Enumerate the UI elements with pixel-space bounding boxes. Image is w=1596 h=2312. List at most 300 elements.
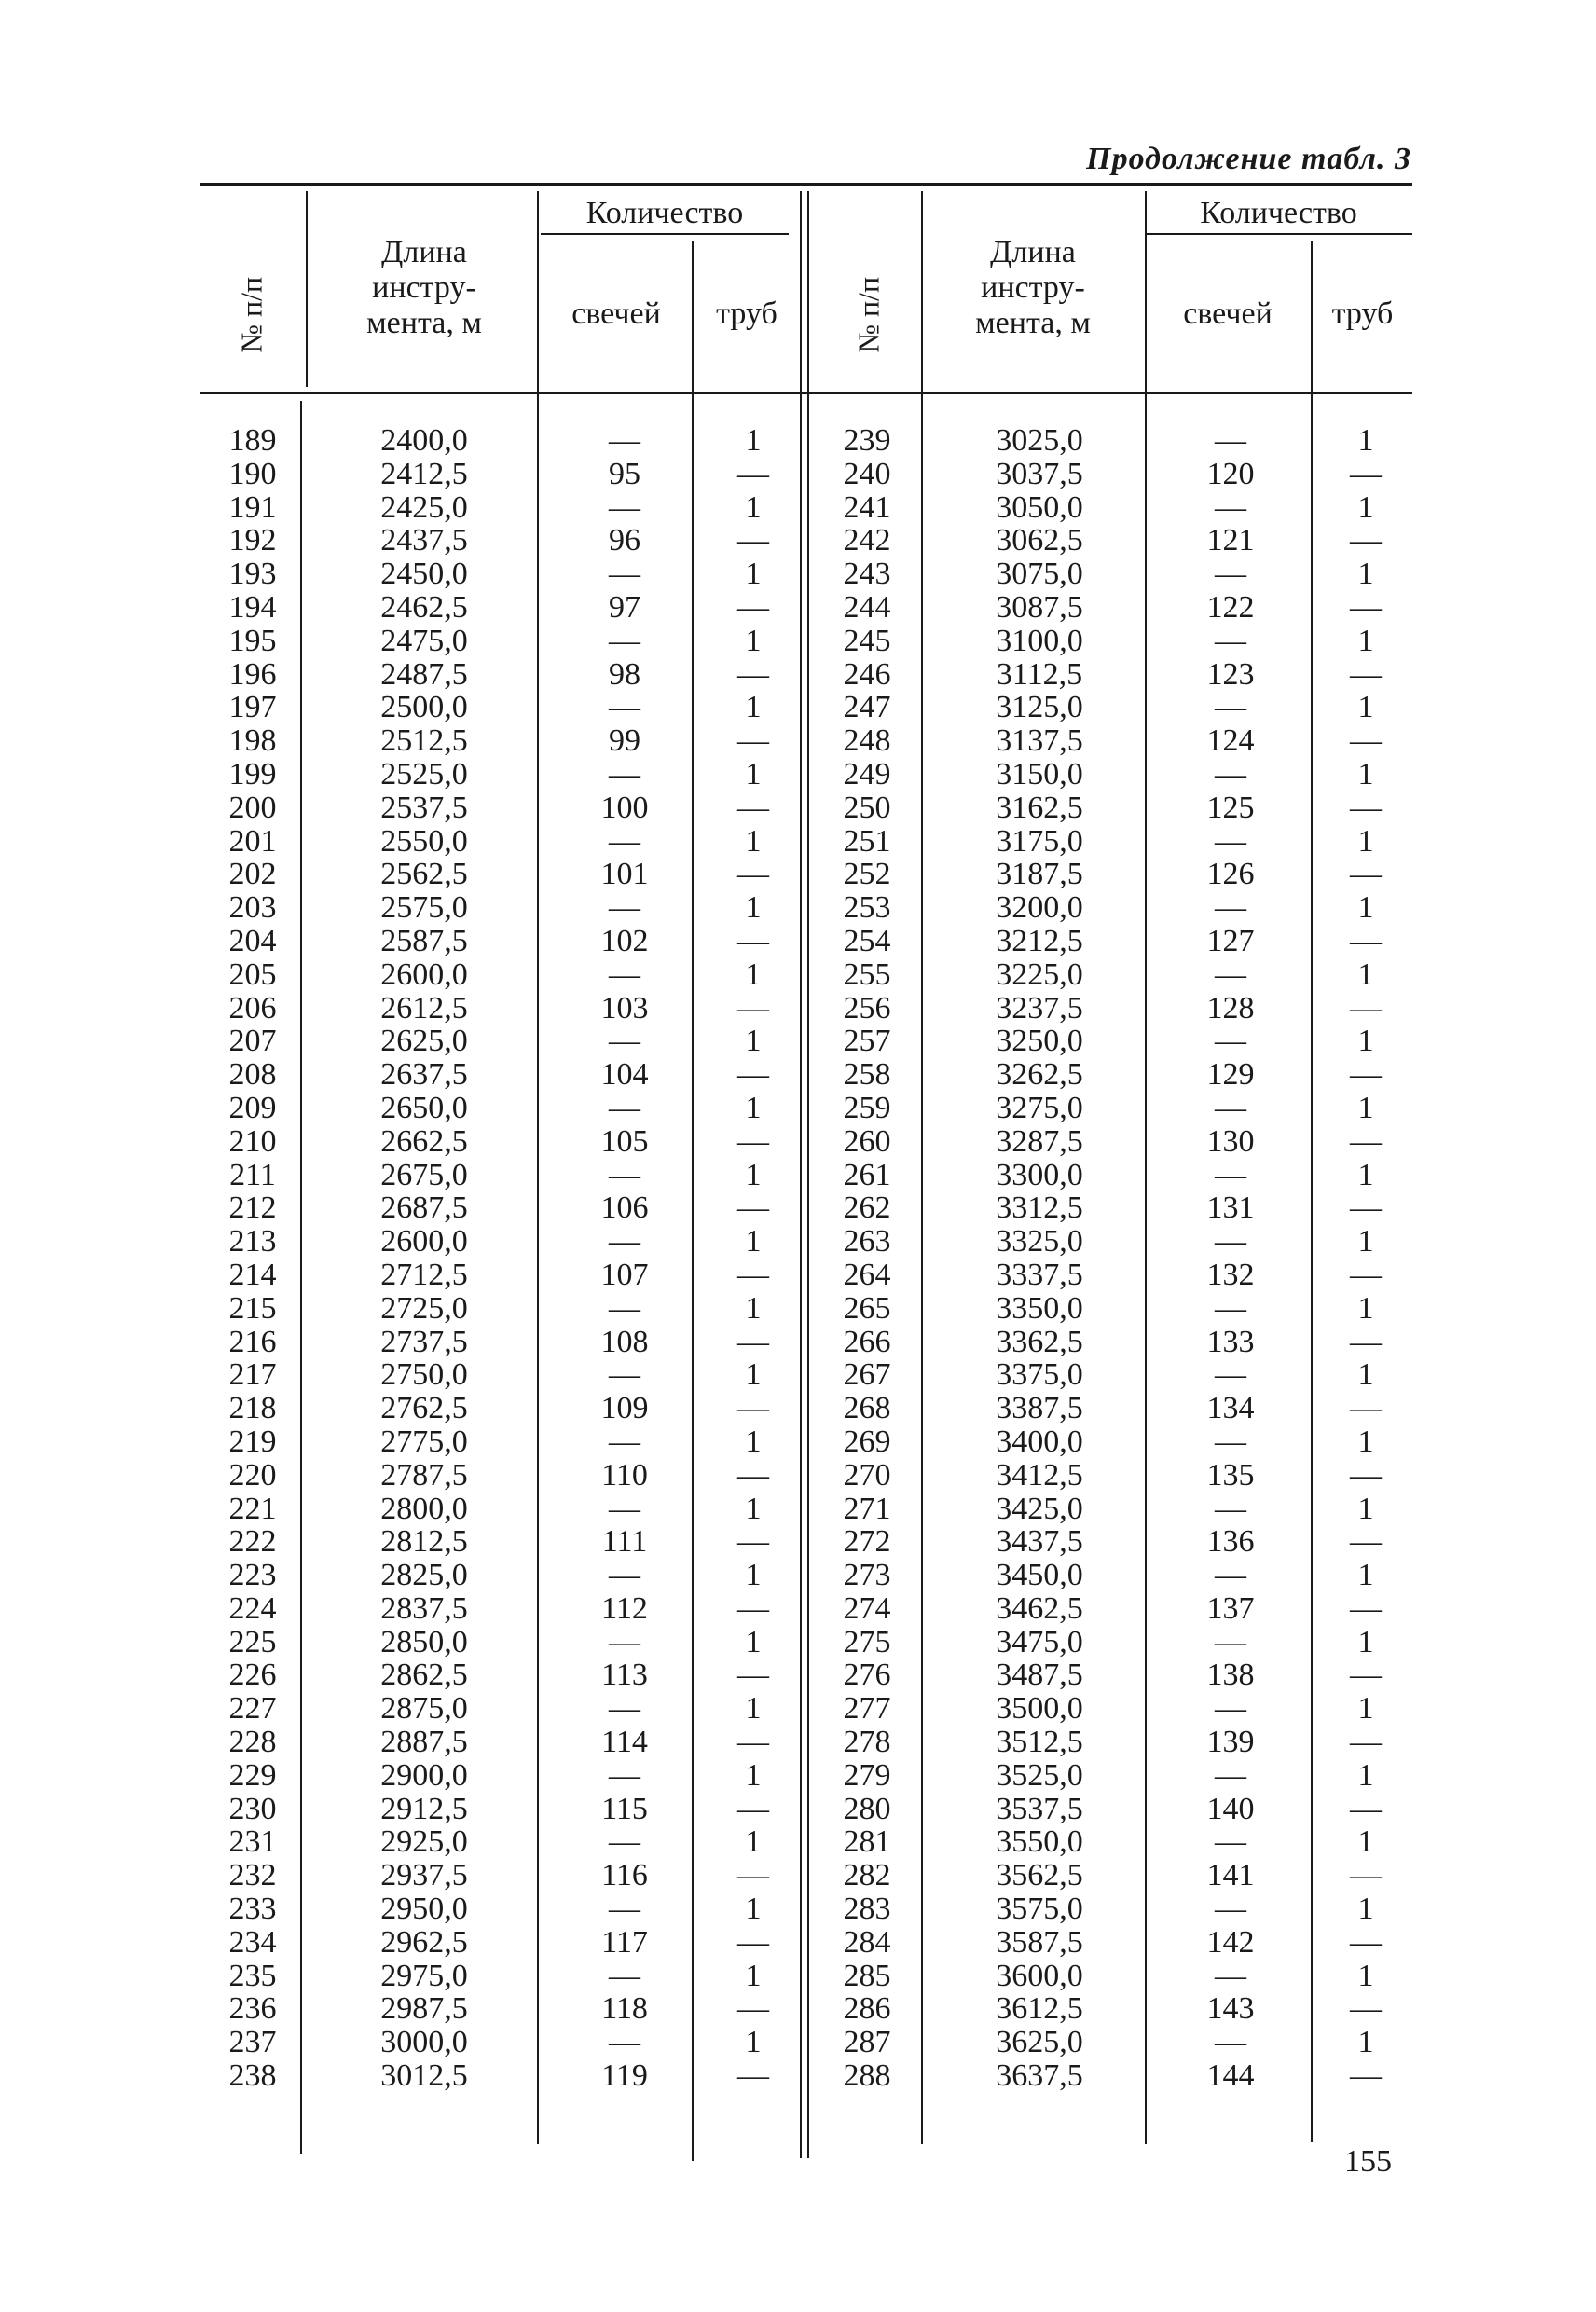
table-cell: 98 [609,656,640,692]
table-cell: — [609,1491,640,1526]
left-pipes-column [707,424,800,2093]
table-cell: 232 [228,1858,277,1893]
table-cell: 141 [1206,1858,1255,1893]
table-cell: 128 [1206,990,1255,1025]
table-cell: 3250,0 [996,1024,1083,1059]
table-cell: — [1350,523,1382,558]
table-cell: — [1215,1357,1246,1393]
table-cell: 3212,5 [996,923,1083,958]
table-cell: 1 [1357,1290,1374,1326]
table-cell: 2975,0 [380,1958,468,1993]
table-cell: 3375,0 [996,1357,1083,1393]
table-cell: 103 [600,990,649,1025]
table-cell: 3512,5 [996,1725,1083,1760]
table-cell: — [1215,756,1246,791]
table-cell: 270 [843,1457,891,1493]
table-cell: 216 [228,1324,277,1359]
table-cell: 218 [228,1391,277,1426]
table-cell: 280 [843,1791,891,1826]
table-cell: 3162,5 [996,790,1083,825]
table-cell: 263 [843,1224,891,1259]
table-cell: 1 [1357,1357,1374,1393]
table-cell: 242 [843,523,891,558]
table-cell: 3612,5 [996,1991,1083,2027]
table-cell: — [1350,1190,1382,1226]
table-cell: 97 [609,589,640,625]
table-cell: 2462,5 [380,589,468,625]
table-cell: 202 [228,857,277,892]
table-cell: — [1350,1324,1382,1359]
table-cell: — [1350,1658,1382,1693]
vline-1 [306,191,308,387]
table-cell: 3487,5 [996,1658,1083,1693]
table-cell: 124 [1206,723,1255,759]
right-stands-column [1165,424,1296,2093]
table-cell: — [1215,423,1246,458]
table-cell: 3312,5 [996,1190,1083,1226]
table-cell: 112 [601,1590,648,1626]
table-cell: 2787,5 [380,1457,468,1493]
table-cell: — [609,1757,640,1793]
table-cell: 1 [745,1024,762,1059]
table-cell: 101 [600,857,649,892]
table-cell: 3550,0 [996,1824,1083,1860]
table-cell: 1 [745,423,762,458]
table-cell: 2900,0 [380,1757,468,1793]
right-num-column [820,424,914,2093]
table-cell: 1 [745,489,762,525]
table-cell: 2750,0 [380,1357,468,1393]
table-cell: 135 [1206,1457,1255,1493]
top-rule [200,183,1412,186]
num-header-right: № п/п [851,276,886,353]
table-cell: 2800,0 [380,1491,468,1526]
table-cell: 138 [1206,1658,1255,1693]
table-cell: — [737,656,769,692]
table-cell: 212 [228,1190,277,1226]
table-cell: 2725,0 [380,1290,468,1326]
table-cell: 2687,5 [380,1190,468,1226]
table-cell: 2500,0 [380,690,468,725]
table-cell: 238 [228,2058,277,2094]
table-cell: 1 [745,1757,762,1793]
table-cell: 193 [228,557,277,592]
table-cell: 2437,5 [380,523,468,558]
table-cell: 3237,5 [996,990,1083,1025]
table-cell: 2600,0 [380,1224,468,1259]
table-cell: — [1215,1892,1246,1927]
table-cell: 1 [1357,756,1374,791]
vline-double-a [800,191,802,2158]
left-length-column [326,424,522,2093]
table-cell: 227 [228,1691,277,1727]
table-cell: 116 [601,1858,648,1893]
table-cell: — [737,723,769,759]
table-cell: 2487,5 [380,656,468,692]
table-cell: 1 [745,1691,762,1727]
table-cell: 249 [843,756,891,791]
table-cell: — [1215,1090,1246,1125]
table-cell: — [609,1558,640,1593]
table-cell: — [1350,723,1382,759]
table-cell: — [609,1157,640,1192]
table-cell: — [1215,1224,1246,1259]
table-cell: 2737,5 [380,1324,468,1359]
table-cell: 1 [1357,1424,1374,1459]
table-cell: — [737,1123,769,1159]
table-cell: 255 [843,956,891,992]
num-header-left: № п/п [234,276,268,353]
table-cell: 3600,0 [996,1958,1083,1993]
table-cell: 1 [745,2025,762,2060]
table-cell: 3400,0 [996,1424,1083,1459]
table-cell: 122 [1206,589,1255,625]
table-cell: 140 [1206,1791,1255,1826]
table-cell: 143 [1206,1991,1255,2027]
table-cell: 1 [745,1090,762,1125]
table-cell: 196 [228,656,277,692]
table-cell: — [1350,1991,1382,2027]
table-cell: 2650,0 [380,1090,468,1125]
table-cell: 1 [745,1558,762,1593]
table-cell: 3125,0 [996,690,1083,725]
table-cell: 1 [745,557,762,592]
table-cell: 225 [228,1624,277,1659]
table-cell: 1 [1357,956,1374,992]
table-cell: — [737,1590,769,1626]
table-cell: 191 [228,489,277,525]
table-cell: 265 [843,1290,891,1326]
table-cell: — [1350,1257,1382,1292]
table-cell: 2825,0 [380,1558,468,1593]
table-cell: — [1215,890,1246,926]
table-cell: 1 [745,690,762,725]
table-cell: — [609,690,640,725]
vline-7 [1311,241,1313,2142]
length-header-left: Длина инстру- мента, м [366,235,482,340]
table-cell: 1 [1357,1090,1374,1125]
table-cell: 131 [1206,1190,1255,1226]
table-cell: 2475,0 [380,623,468,658]
table-cell: 1 [1357,1157,1374,1192]
table-cell: 2675,0 [380,1157,468,1192]
table-cell: — [609,1024,640,1059]
quantity-header-left: Количество [585,196,744,230]
table-cell: — [737,923,769,958]
table-cell: 113 [601,1658,648,1693]
table-cell: 274 [843,1590,891,1626]
table-cell: 219 [228,1424,277,1459]
table-cell: 220 [228,1457,277,1493]
table-cell: 3362,5 [996,1324,1083,1359]
quantity-header-right: Количество [1200,196,1357,230]
quantity-underline-left [541,233,789,235]
table-cell: 277 [843,1691,891,1727]
table-cell: 226 [228,1658,277,1693]
table-cell: — [737,1057,769,1093]
table-cell: 3450,0 [996,1558,1083,1593]
table-cell: 2875,0 [380,1691,468,1727]
pipes-header-left: труб [716,296,777,331]
left-stands-column [559,424,690,2093]
table-cell: — [737,1257,769,1292]
table-cell: — [1350,1590,1382,1626]
table-cell: 2450,0 [380,557,468,592]
table-cell: 125 [1206,790,1255,825]
table-cell: 1 [1357,489,1374,525]
table-cell: 3387,5 [996,1391,1083,1426]
table-cell: 139 [1206,1725,1255,1760]
table-cell: 3025,0 [996,423,1083,458]
table-cell: 288 [843,2058,891,2094]
right-length-column [942,424,1137,2093]
table-cell: 3225,0 [996,956,1083,992]
table-cell: 136 [1206,1524,1255,1560]
table-cell: — [609,756,640,791]
table-cell: 3587,5 [996,1924,1083,1960]
table-cell: 254 [843,923,891,958]
table-cell: 3062,5 [996,523,1083,558]
table-cell: 120 [1206,456,1255,491]
table-cell: 3037,5 [996,456,1083,491]
table-cell: — [737,990,769,1025]
table-cell: — [1350,990,1382,1025]
table-cell: — [737,1457,769,1493]
table-cell: — [1350,1924,1382,1960]
table-cell: — [609,1224,640,1259]
table-cell: 1 [1357,557,1374,592]
table-cell: 2925,0 [380,1824,468,1860]
pipes-header-right: труб [1331,296,1394,331]
table-cell: 2537,5 [380,790,468,825]
table-cell: 1 [1357,1958,1374,1993]
table-cell: 253 [843,890,891,926]
table-cell: — [1350,1725,1382,1760]
table-cell: — [609,956,640,992]
table-cell: 258 [843,1057,891,1093]
table-cell: 2987,5 [380,1991,468,2027]
table-cell: 211 [229,1157,276,1192]
table-cell: — [609,423,640,458]
header-bottom-rule [200,392,1412,394]
table-cell: 2562,5 [380,857,468,892]
table-cell: 285 [843,1958,891,1993]
table-cell: — [609,489,640,525]
table-cell: 114 [601,1725,648,1760]
table-cell: 127 [1206,923,1255,958]
table-cell: 2625,0 [380,1024,468,1059]
table-cell: 96 [609,523,640,558]
page-number: 155 [1344,2144,1392,2179]
table-cell: 99 [609,723,640,759]
table-cell: 247 [843,690,891,725]
table-cell: — [609,890,640,926]
table-cell: 3412,5 [996,1457,1083,1493]
table-cell: — [1215,1691,1246,1727]
length-header-right: Длина инстру- мента, м [975,235,1091,340]
table-cell: 235 [228,1958,277,1993]
table-cell: 2812,5 [380,1524,468,1560]
table-cell: — [1350,1457,1382,1493]
table-cell: 3175,0 [996,823,1083,859]
table-cell: 3300,0 [996,1157,1083,1192]
table-cell: 3462,5 [996,1590,1083,1626]
table-cell: 278 [843,1725,891,1760]
table-cell: — [609,1824,640,1860]
stands-header-left: свечей [571,296,661,331]
table-cell: — [737,1725,769,1760]
table-cell: 109 [600,1391,649,1426]
table-cell: 133 [1206,1324,1255,1359]
table-cell: 239 [843,423,891,458]
table-cell: 229 [228,1757,277,1793]
table-cell: — [1350,1858,1382,1893]
table-cell: 3275,0 [996,1090,1083,1125]
table-cell: 1 [1357,423,1374,458]
table-cell: 1 [745,1424,762,1459]
table-cell: 1 [1357,1757,1374,1793]
table-cell: 123 [1206,656,1255,692]
table-cell: 221 [228,1491,277,1526]
table-cell: — [1215,1290,1246,1326]
table-cell: 1 [1357,1824,1374,1860]
right-pipes-column [1324,424,1408,2093]
table-cell: 119 [601,2058,648,2094]
table-cell: 206 [228,990,277,1025]
table-cell: — [1350,1791,1382,1826]
table-cell: 189 [228,423,277,458]
table-cell: 222 [228,1524,277,1560]
table-cell: 2612,5 [380,990,468,1025]
table-cell: — [737,1658,769,1693]
table-cell: — [609,1290,640,1326]
table-cell: 234 [228,1924,277,1960]
table-cell: — [609,1691,640,1727]
table-cell: 3137,5 [996,723,1083,759]
vline-3 [692,241,694,2161]
table-cell: 106 [600,1190,649,1226]
table-cell: — [1350,589,1382,625]
table-cell: 2662,5 [380,1123,468,1159]
table-cell: — [737,456,769,491]
table-cell: — [1350,857,1382,892]
table-cell: — [1215,557,1246,592]
table-cell: 115 [601,1791,648,1826]
table-cell: — [1350,656,1382,692]
table-cell: 260 [843,1123,891,1159]
vline-1b [300,401,302,2154]
table-cell: 287 [843,2025,891,2060]
table-cell: 105 [600,1123,649,1159]
table-cell: — [1350,1391,1382,1426]
table-cell: 3087,5 [996,589,1083,625]
table-cell: 194 [228,589,277,625]
table-cell: 1 [1357,1224,1374,1259]
table-cell: 117 [601,1924,648,1960]
vline-6 [1145,191,1147,2144]
table-cell: 2637,5 [380,1057,468,1093]
table-cell: 1 [1357,890,1374,926]
table-cell: — [1350,1057,1382,1093]
table-cell: 228 [228,1725,277,1760]
table-cell: 264 [843,1257,891,1292]
vline-5 [921,191,923,2144]
table-cell: 3262,5 [996,1057,1083,1093]
table-cell: 142 [1206,1924,1255,1960]
table-cell: — [609,1424,640,1459]
table-cell: 204 [228,923,277,958]
table-cell: 271 [843,1491,891,1526]
table-cell: 121 [1206,523,1255,558]
table-cell: 3000,0 [380,2025,468,2060]
table-cell: 1 [745,623,762,658]
table-cell: 1 [1357,1558,1374,1593]
table-cell: 275 [843,1624,891,1659]
table-cell: 3100,0 [996,623,1083,658]
table-cell: — [609,2025,640,2060]
left-num-column [211,424,295,2093]
table-cell: 3187,5 [996,857,1083,892]
table-cell: 3287,5 [996,1123,1083,1159]
table-cell: — [1215,1624,1246,1659]
table-cell: 205 [228,956,277,992]
table-cell: — [737,2058,769,2094]
table-caption: Продолжение табл. 3 [1086,142,1411,176]
table-cell: 1 [745,1491,762,1526]
table-cell: 1 [745,956,762,992]
table-cell: 256 [843,990,891,1025]
table-cell: — [1215,1157,1246,1192]
table-cell: 144 [1206,2058,1255,2094]
table-cell: 104 [600,1057,649,1093]
table-cell: 1 [1357,623,1374,658]
table-cell: 231 [228,1824,277,1860]
table-cell: 207 [228,1024,277,1059]
table-cell: 284 [843,1924,891,1960]
table-cell: 198 [228,723,277,759]
table-cell: 2837,5 [380,1590,468,1626]
table-cell: 208 [228,1057,277,1093]
table-cell: 2600,0 [380,956,468,992]
table-cell: — [609,623,640,658]
table-cell: — [1215,1757,1246,1793]
table-cell: 3562,5 [996,1858,1083,1893]
table-cell: 1 [1357,2025,1374,2060]
table-cell: 1 [1357,823,1374,859]
table-cell: 134 [1206,1391,1255,1426]
table-cell: 236 [228,1991,277,2027]
table-cell: 2762,5 [380,1391,468,1426]
table-cell: 3637,5 [996,2058,1083,2094]
table-cell: 259 [843,1090,891,1125]
table-cell: 3075,0 [996,557,1083,592]
table-cell: 3475,0 [996,1624,1083,1659]
table-cell: 250 [843,790,891,825]
table-cell: — [1350,923,1382,958]
table-cell: — [737,1791,769,1826]
table-cell: — [1215,2025,1246,2060]
table-cell: 111 [601,1524,648,1560]
table-cell: — [609,1892,640,1927]
table-cell: — [737,1924,769,1960]
table-cell: 3425,0 [996,1491,1083,1526]
table-cell: 137 [1206,1590,1255,1626]
table-cell: — [1215,1824,1246,1860]
table-cell: 3200,0 [996,890,1083,926]
table-cell: 1 [1357,1491,1374,1526]
table-cell: 2575,0 [380,890,468,926]
table-cell: 286 [843,1991,891,2027]
